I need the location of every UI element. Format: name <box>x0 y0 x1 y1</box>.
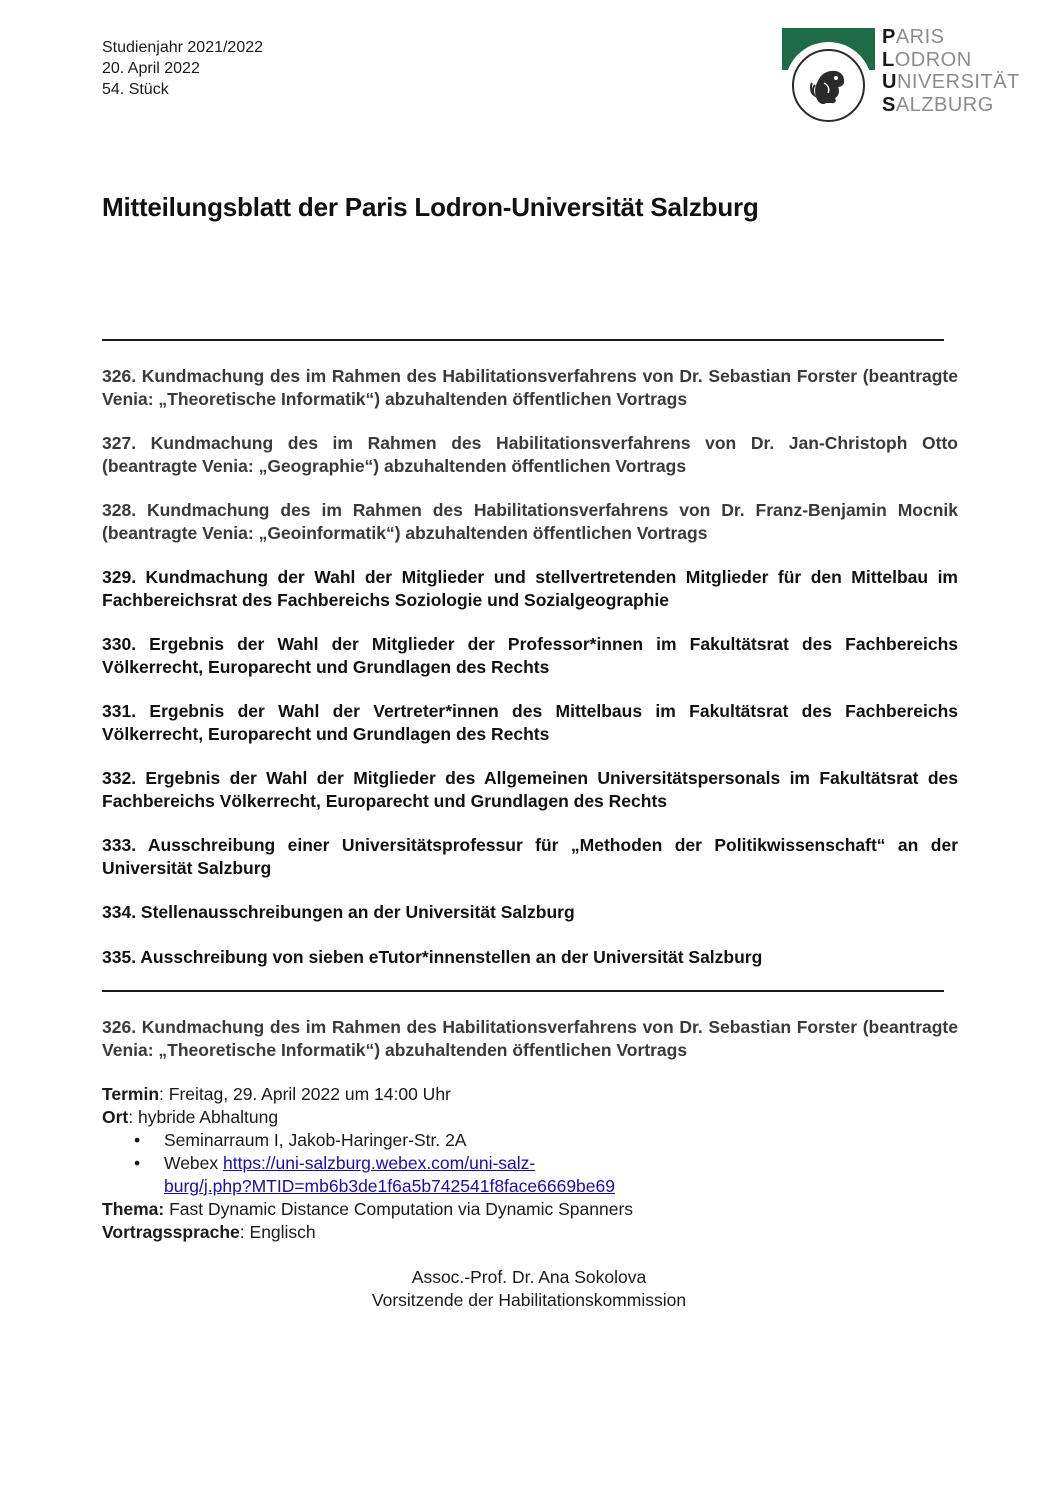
toc-item: 330. Ergebnis der Wahl der Mitglieder der Professor*innen im Fakultätsrat des Fachbereichs Völkerrecht, Europarecht und Grundlagen des Rechts <box>102 634 958 677</box>
logo-line: LODRON <box>882 48 972 71</box>
toc-item: 333. Ausschreibung einer Universitätsprofessur für „Methoden der Politikwissenschaft“ an der Universität Salzburg <box>102 835 958 878</box>
sprache-label: Vortragssprache <box>102 1222 240 1242</box>
sprache-value: : Englisch <box>239 1222 316 1242</box>
termin-label: Termin <box>102 1084 160 1104</box>
university-logo <box>782 28 1032 128</box>
toc-item: 335. Ausschreibung von sieben eTutor*innenstellen an der Universität Salzburg <box>102 946 763 967</box>
signatory-role: Vorsitzende der Habilitationskommission <box>371 1290 687 1310</box>
issue-meta <box>102 37 263 100</box>
bullet-icon: • <box>134 1130 141 1150</box>
ort-line <box>102 1106 962 1129</box>
ort-value: : hybride Abhaltung <box>128 1107 279 1127</box>
lion-seal-icon <box>792 49 865 122</box>
logo-wordmark <box>882 26 1020 116</box>
issue-number: 54. Stück <box>102 81 169 98</box>
location-list <box>102 1129 962 1198</box>
toc-item: 334. Stellenausschreibungen an der Universität Salzburg <box>102 902 575 922</box>
toc-item: 331. Ergebnis der Wahl der Vertreter*innen des Mittelbaus im Fakultätsrat des Fachbereichs Völkerrecht, Europarecht und Grundlagen des Rechts <box>102 701 958 744</box>
termin-line <box>102 1083 962 1106</box>
location-item: • Seminarraum I, Jakob-Haringer-Str. 2A <box>134 1130 467 1150</box>
divider-bottom <box>102 990 944 992</box>
thema-value: Fast Dynamic Distance Computation via Dynamic Spanners <box>164 1199 634 1219</box>
toc-item: 332. Ergebnis der Wahl der Mitglieder des Allgemeinen Universitätspersonals im Fakultätsrat des Fachbereichs Völkerrecht, Europarecht und Grundlagen des Rechts <box>102 768 958 811</box>
announcement-details <box>102 1083 962 1244</box>
bullet-icon: • <box>134 1153 141 1173</box>
announcement-heading: 326. Kundmachung des im Rahmen des Habilitationsverfahrens von Dr. Sebastian Forster (beantragte Venia: „Theoretische Informatik“) abzuhaltenden öffentlichen Vortrags <box>102 1017 958 1060</box>
toc-item: 329. Kundmachung der Wahl der Mitglieder und stellvertretenden Mitglieder für den Mittelbau im Fachbereichsrat des Fachbereichs Soziologie und Sozialgeographie <box>102 567 958 610</box>
issue-date: 20. April 2022 <box>102 60 200 77</box>
ort-label: Ort <box>102 1107 129 1127</box>
logo-line: UNIVERSITÄT <box>882 71 1020 93</box>
table-of-contents <box>102 365 958 990</box>
sprache-line <box>102 1221 962 1244</box>
thema-line <box>102 1198 962 1221</box>
academic-year: Studienjahr 2021/2022 <box>102 39 264 56</box>
toc-item: 328. Kundmachung des im Rahmen des Habilitationsverfahrens von Dr. Franz-Benjamin Mocnik (beantragte Venia: „Geoinformatik“) abzuhaltenden öffentlichen Vortrags <box>102 500 958 543</box>
webex-link[interactable]: https://uni-salzburg.webex.com/uni-salz- burg/j.php?MTID=mb6b3de1f6a5b742541f8face6669be69 <box>164 1153 615 1196</box>
termin-value: : Freitag, 29. April 2022 um 14:00 Uhr <box>159 1084 451 1104</box>
signatory-name: Assoc.-Prof. Dr. Ana Sokolova <box>411 1267 647 1287</box>
announcement-section <box>102 1016 958 1061</box>
signature-block <box>0 1266 1058 1312</box>
toc-item: 327. Kundmachung des im Rahmen des Habilitationsverfahrens von Dr. Jan-Christoph Otto (beantragte Venia: „Geographie“) abzuhaltenden öffentlichen Vortrags <box>102 433 958 476</box>
location-item: • Webex https://uni-salzburg.webex.com/uni-salz- burg/j.php?MTID=mb6b3de1f6a5b742541f8face6669be69 <box>134 1153 615 1196</box>
document-title: Mitteilungsblatt der Paris Lodron-Universität Salzburg <box>102 192 759 222</box>
thema-label: Thema: <box>102 1199 165 1219</box>
divider-top <box>102 339 944 341</box>
logo-line: SALZBURG <box>882 93 994 116</box>
lion-icon <box>804 61 854 111</box>
logo-line: PARIS <box>882 26 945 48</box>
toc-item: 326. Kundmachung des im Rahmen des Habilitationsverfahrens von Dr. Sebastian Forster (beantragte Venia: „Theoretische Informatik“) abzuhaltenden öffentlichen Vortrags <box>102 366 958 409</box>
